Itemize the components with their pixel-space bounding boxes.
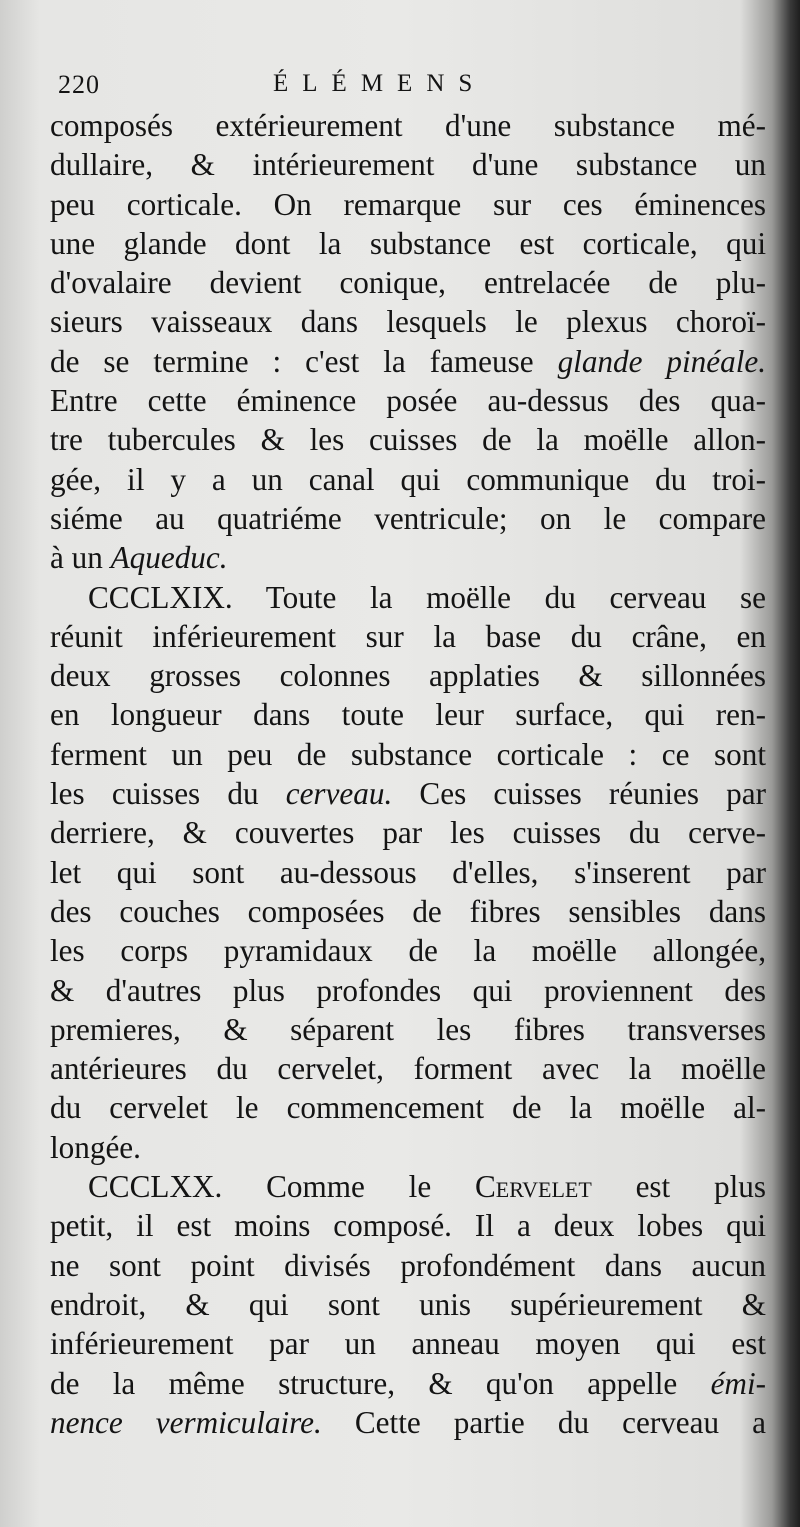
text-line (50, 617, 766, 656)
text-run: antérieures du cervelet, forment avec la moëlle (50, 1051, 766, 1087)
text-line (50, 813, 766, 852)
text-run: let qui sont au-dessous d'elles, s'inserent par (50, 854, 766, 890)
text-run: endroit, & qui sont unis supérieurement & (50, 1286, 766, 1322)
text-run: sieurs vaisseaux dans lesquels le plexus choroï- (50, 304, 766, 340)
page-number: 220 (58, 70, 100, 99)
text-run: Cette partie du cerveau a (321, 1404, 766, 1440)
text-line (50, 106, 766, 145)
text-line (50, 1285, 766, 1324)
text-line (50, 656, 766, 695)
text-run: siéme au quatriéme ventricule; on le compare (50, 500, 766, 536)
text-line (50, 1128, 766, 1167)
text-run: en longueur dans toute leur surface, qui ren- (50, 697, 766, 733)
text-line (50, 853, 766, 892)
text-run: deux grosses colonnes applaties & sillonnées (50, 658, 766, 694)
text-run: gée, il y a un canal qui communique du troi- (50, 461, 766, 497)
text-run: les cuisses du (50, 776, 286, 812)
text-run: petit, il est moins composé. Il a deux lobes qui (50, 1208, 766, 1244)
italic-text: émi- (710, 1365, 766, 1401)
text-run: une glande dont la substance est corticale, qui (50, 225, 766, 261)
small-caps-text: Cervelet (474, 1169, 592, 1205)
text-line (50, 145, 766, 184)
text-run: ferment un peu de substance corticale : ce sont (50, 736, 766, 772)
text-line (50, 1206, 766, 1245)
text-line (50, 735, 766, 774)
italic-text: glande pinéale. (557, 343, 766, 379)
italic-text: nence vermiculaire. (50, 1404, 322, 1440)
text-line (50, 263, 766, 302)
italic-text: cerveau. (285, 776, 393, 812)
text-run: de la même structure, & qu'on appelle (50, 1365, 711, 1401)
text-run: composés extérieurement d'une substance mé- (50, 108, 766, 143)
text-run: ne sont point divisés profondément dans aucun (50, 1247, 766, 1283)
text-line (50, 1049, 766, 1088)
text-line (50, 892, 766, 931)
text-line (50, 1088, 766, 1127)
text-line (50, 499, 766, 538)
text-line (50, 931, 766, 970)
text-run: dullaire, & intérieurement d'une substance un (50, 147, 766, 183)
text-run: derriere, & couvertes par les cuisses du cerve- (50, 815, 766, 851)
text-run: de se termine : c'est la fameuse (50, 343, 558, 379)
text-line (50, 302, 766, 341)
text-run: CCCLXIX. Toute la moëlle du cerveau se (88, 579, 766, 615)
page-header (58, 70, 748, 110)
text-run: est plus (591, 1169, 766, 1205)
text-run: d'ovalaire devient conique, entrelacée de plu- (50, 265, 766, 301)
text-run: Entre cette éminence posée au-dessus des qua- (50, 383, 766, 419)
text-run: & d'autres plus profondes qui proviennent des (50, 972, 766, 1008)
text-line (50, 1167, 766, 1206)
text-run: CCCLXX. Comme le (88, 1169, 475, 1205)
text-run: à un (50, 540, 111, 576)
text-line (50, 224, 766, 263)
body-text (50, 106, 766, 1442)
text-line (50, 381, 766, 420)
text-line (50, 1324, 766, 1363)
text-run: longée. (50, 1129, 141, 1165)
text-run: tre tubercules & les cuisses de la moëlle allon- (50, 422, 766, 458)
text-run: les corps pyramidaux de la moëlle allongée, (50, 933, 766, 969)
text-run: Ces cuisses réunies par (392, 776, 766, 812)
text-run: peu corticale. On remarque sur ces éminences (50, 186, 766, 222)
text-line (50, 1403, 766, 1442)
text-line (50, 774, 766, 813)
text-line (50, 1364, 766, 1403)
running-title: ÉLÉMENS (273, 70, 487, 97)
text-run: du cervelet le commencement de la moëlle al- (50, 1090, 766, 1126)
text-run: inférieurement par un anneau moyen qui est (50, 1326, 766, 1362)
text-line (50, 460, 766, 499)
text-line (50, 971, 766, 1010)
italic-text: Aqueduc. (110, 540, 228, 576)
text-line (50, 1010, 766, 1049)
text-line (50, 578, 766, 617)
text-line (50, 538, 766, 577)
text-line (50, 695, 766, 734)
text-line (50, 185, 766, 224)
text-line (50, 342, 766, 381)
text-line (50, 1246, 766, 1285)
text-line (50, 420, 766, 459)
text-run: réunit inférieurement sur la base du crâne, en (50, 618, 766, 654)
text-run: premieres, & séparent les fibres transverses (50, 1011, 766, 1047)
text-run: des couches composées de fibres sensibles dans (50, 893, 766, 929)
